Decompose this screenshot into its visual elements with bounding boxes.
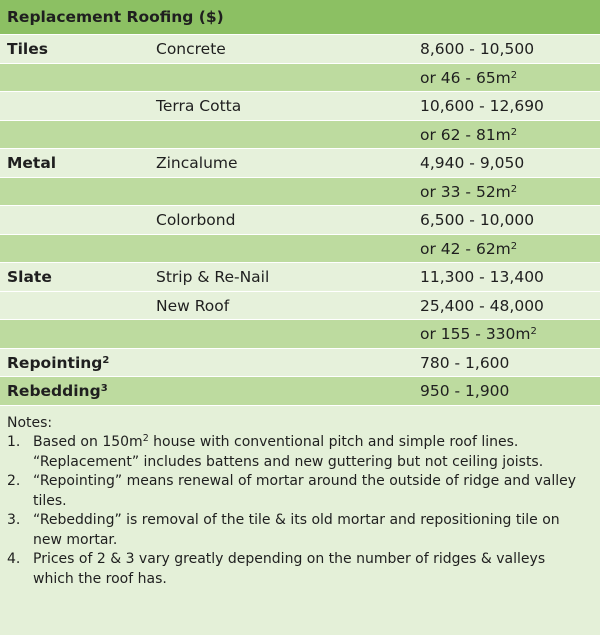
table-row bbox=[0, 149, 600, 178]
table-row bbox=[0, 121, 600, 150]
price-value: or $62 - 81m^2$ bbox=[420, 125, 518, 144]
price-value: 4,940 - 9,050 bbox=[420, 154, 525, 172]
price-value: or $33 - 52m^2$ bbox=[420, 182, 518, 201]
table-row bbox=[0, 349, 600, 378]
item-label: Zincalume bbox=[156, 154, 238, 172]
note-number: 3. bbox=[7, 512, 21, 528]
note-text: “Repointing” means renewal of mortar around the outside of ridge and valley tiles. bbox=[33, 473, 577, 509]
table-body bbox=[0, 35, 600, 406]
note-number: 4. bbox=[7, 551, 21, 567]
price-value: or $42 - 62m^2$ bbox=[420, 239, 518, 258]
table-row bbox=[0, 178, 600, 207]
table-title: Replacement Roofing ($) bbox=[0, 0, 600, 35]
category-label: Rebedding$^3$ bbox=[7, 382, 108, 400]
notes-heading: Notes: bbox=[7, 414, 53, 431]
price-value: 11,300 - 13,400 bbox=[420, 268, 544, 286]
table-row bbox=[0, 377, 600, 406]
table-row bbox=[0, 92, 600, 121]
price-value: 6,500 - 10,000 bbox=[420, 211, 535, 229]
note-item bbox=[7, 511, 586, 550]
item-label: Concrete bbox=[156, 40, 226, 58]
price-value: 25,400 - 48,000 bbox=[420, 296, 544, 315]
note-number: 2. bbox=[7, 473, 21, 489]
note-text: Prices of 2 & 3 vary greatly depending on the number of ridges & valleys which the roof has. bbox=[33, 551, 546, 587]
note-item bbox=[7, 433, 586, 472]
notes-section bbox=[0, 406, 600, 590]
price-value: 10,600 - 12,690 bbox=[420, 97, 544, 115]
note-text: “Rebedding” is removal of the tile & its old mortar and repositioning tile on new mortar. bbox=[33, 512, 560, 548]
note-text: Based on $150m^2$ house with conventional pitch and simple roof lines. “Replacement” includes battens and new guttering but not ceiling joists. bbox=[33, 433, 544, 470]
note-item bbox=[7, 472, 586, 511]
item-label: Colorbond bbox=[156, 211, 236, 229]
price-value: 780 - 1,600 bbox=[420, 353, 510, 372]
table-row bbox=[0, 292, 600, 321]
item-label: Terra Cotta bbox=[156, 97, 242, 115]
category-label: Tiles bbox=[7, 40, 48, 58]
price-value: or $46 - 65m^2$ bbox=[420, 68, 518, 87]
note-item bbox=[7, 550, 586, 589]
price-value: 8,600 - 10,500 bbox=[420, 40, 535, 58]
price-value: or $155 - 330m^2$ bbox=[420, 325, 537, 343]
item-label: Strip & Re-Nail bbox=[156, 268, 270, 286]
category-label: Slate bbox=[7, 268, 52, 286]
note-number: 1. bbox=[7, 434, 21, 450]
category-label: Metal bbox=[7, 154, 57, 172]
price-value: 950 - 1,900 bbox=[420, 382, 510, 400]
item-label: New Roof bbox=[156, 296, 230, 315]
table-row bbox=[0, 320, 600, 349]
table-row bbox=[0, 35, 600, 64]
table-row bbox=[0, 235, 600, 264]
table-row bbox=[0, 263, 600, 292]
table-row bbox=[0, 206, 600, 235]
table-row bbox=[0, 64, 600, 93]
category-label: Repointing$^2$ bbox=[7, 353, 110, 372]
